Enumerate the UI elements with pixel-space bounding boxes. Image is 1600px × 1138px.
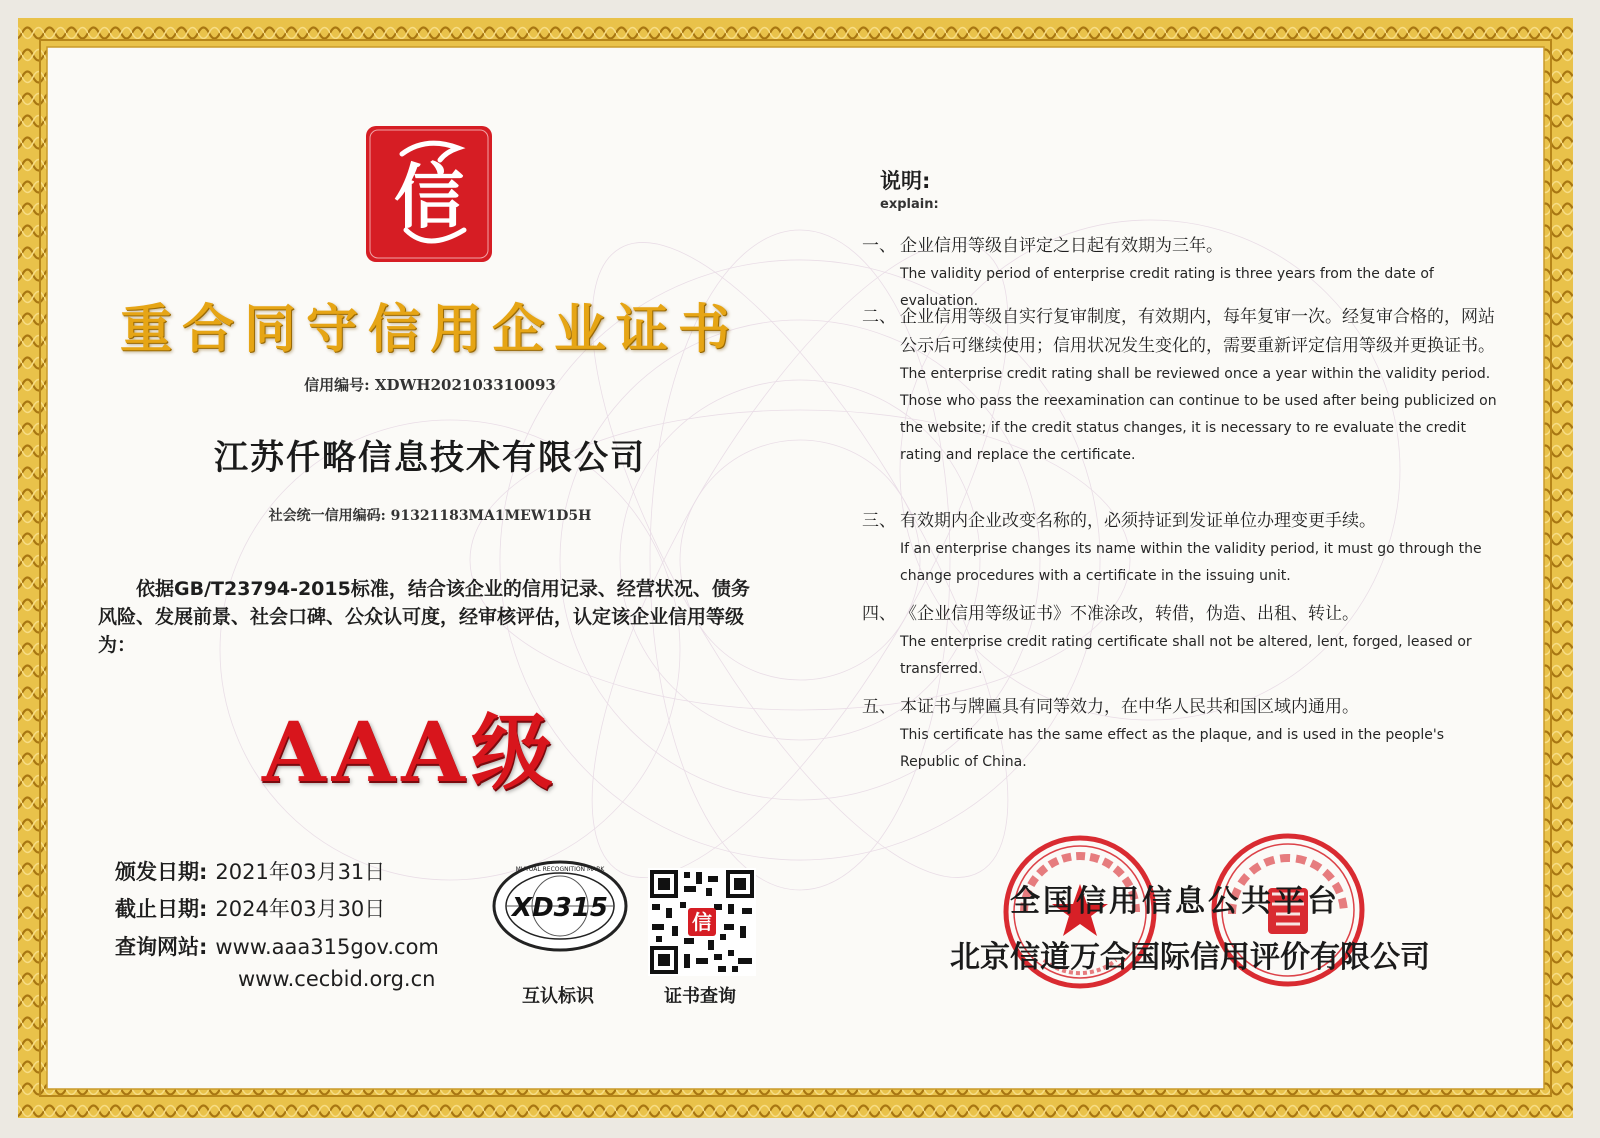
issuer-company-name: 北京信道万合国际信用评价有限公司 <box>950 940 1430 975</box>
query-site-link-2[interactable]: www.cecbid.org.cn <box>238 967 436 991</box>
mutual-mark-ring-text: MUTUAL RECOGNITION MARK <box>515 866 605 873</box>
explain-item-zh: 本证书与牌匾具有同等效力，在中华人民共和国区域内通用。 <box>900 697 1359 717</box>
expiry-date-row <box>115 893 385 923</box>
uscc-code <box>200 505 660 525</box>
query-site-row <box>115 931 439 961</box>
issue-date-row <box>115 856 385 886</box>
explain-item <box>862 600 1502 683</box>
issue-date-label: 颁发日期: <box>115 860 208 884</box>
credit-grade: AAA级 <box>262 705 559 801</box>
expiry-date-value: 2024年03月30日 <box>215 897 386 921</box>
credit-logo-icon <box>366 126 492 262</box>
issue-date-value: 2021年03月31日 <box>215 860 386 884</box>
expiry-date-label: 截止日期: <box>115 897 208 921</box>
credit-number-label: 信用编号: <box>304 376 370 394</box>
explain-item-number: 二、 <box>862 307 896 327</box>
explain-item-zh: 《企业信用等级证书》不准涂改，转借，伪造、出租、转让。 <box>900 604 1359 624</box>
explain-item-en: The validity period of enterprise credit rating is three years from the date of evaluation. <box>900 266 1434 309</box>
query-site-link-1[interactable]: www.aaa315gov.com <box>215 935 439 959</box>
explain-item <box>862 507 1502 590</box>
credit-number-value: XDWH202103310093 <box>374 376 556 394</box>
mutual-mark-text: XD315 <box>512 893 608 923</box>
explain-item-en: This certificate has the same effect as the plaque, and is used in the people's Republic of China. <box>900 727 1445 770</box>
explain-heading: 说明: <box>880 169 931 193</box>
explain-item-en: If an enterprise changes its name within the validity period, it must go through the change procedures with a certificate in the issuing unit. <box>900 541 1482 584</box>
uscc-label: 社会统一信用编码: <box>268 508 386 524</box>
issuer-platform-name: 全国信用信息公共平台 <box>1010 884 1340 919</box>
explain-item-number: 三、 <box>862 511 896 531</box>
explain-item-en: The enterprise credit rating certificate shall not be altered, lent, forged, leased or transferred. <box>900 634 1472 677</box>
qr-logo-char: 信 <box>692 910 712 934</box>
explain-heading-en: explain: <box>880 197 939 212</box>
rating-basis-text: 依据GB/T23794-2015标准，结合该企业的信用记录、经营状况、债务风险、发展前景、社会口碑、公众认可度，经审核评估，认定该企业信用等级为： <box>98 578 750 656</box>
uscc-value: 91321183MA1MEW1D5H <box>390 508 592 524</box>
logo-char: 信 <box>394 155 464 238</box>
qr-caption: 证书查询 <box>664 986 736 1007</box>
explain-item-number: 五、 <box>862 697 896 717</box>
explain-item <box>862 303 1502 469</box>
explain-item <box>862 693 1502 776</box>
company-name: 江苏仟略信息技术有限公司 <box>214 438 646 478</box>
explain-item-number: 一、 <box>862 236 896 256</box>
explain-item-zh: 有效期内企业改变名称的，必须持证到发证单位办理变更手续。 <box>900 511 1376 531</box>
certificate-title: 重合同守信用企业证书 <box>119 299 740 360</box>
certificate-qr-code[interactable] <box>648 868 756 976</box>
mutual-recognition-mark-icon <box>490 858 630 954</box>
explain-item-en: The enterprise credit rating shall be reviewed once a year within the validity period. Those who pass the reexamination can continue to be used after being publicized on the website; if the credit status changes, it is necessary to re evaluate the credit rating and replace the certificate. <box>900 366 1497 463</box>
explain-item-number: 四、 <box>862 604 896 624</box>
explain-item-zh: 企业信用等级自评定之日起有效期为三年。 <box>900 236 1223 256</box>
explain-item-zh: 企业信用等级自实行复审制度，有效期内，每年复审一次。经复审合格的，网站公示后可继续使用；信用状况发生变化的，需要重新评定信用等级并更换证书。 <box>900 307 1495 356</box>
query-site-label: 查询网站: <box>115 935 208 959</box>
credit-number <box>200 374 660 395</box>
mutual-mark-caption: 互认标识 <box>522 986 594 1007</box>
